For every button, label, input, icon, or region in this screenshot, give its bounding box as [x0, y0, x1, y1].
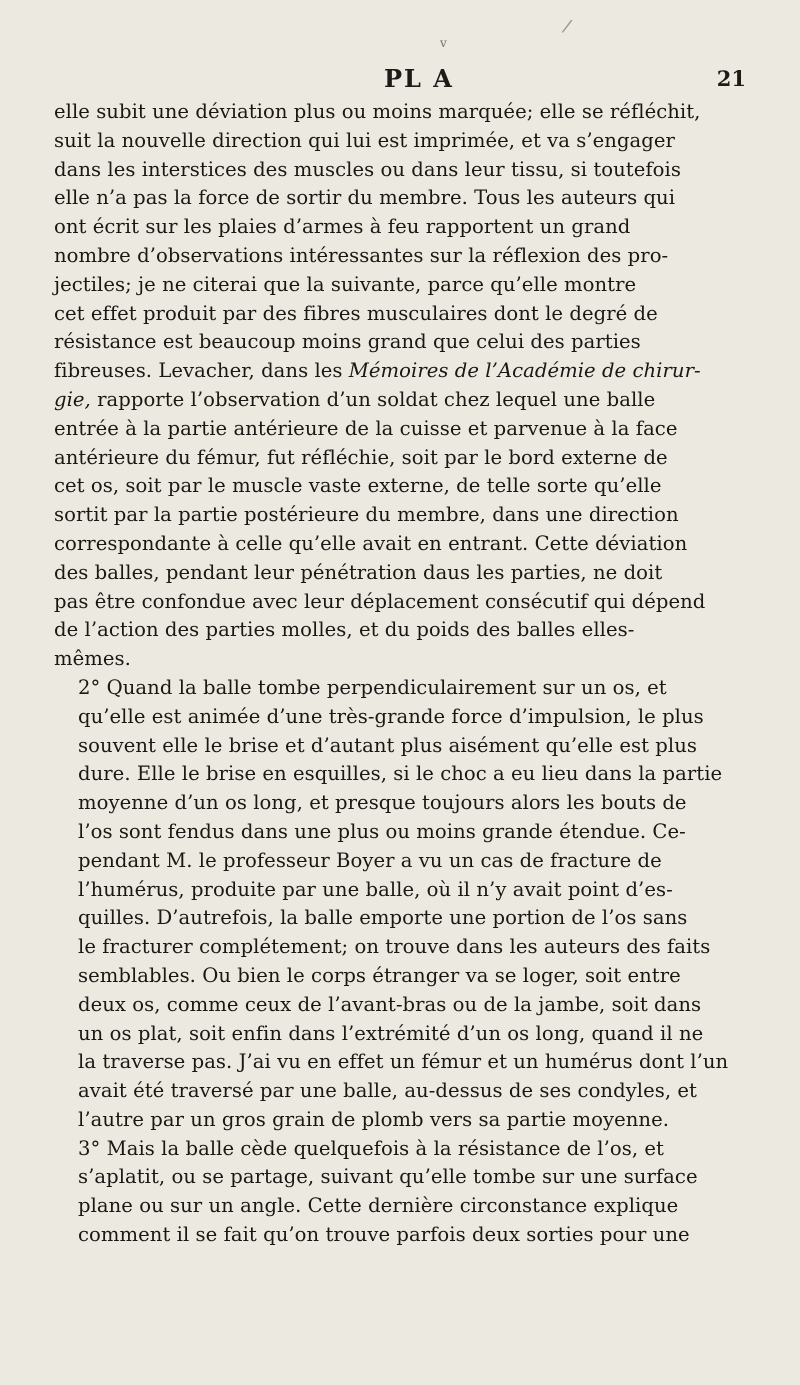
text-line — [54, 357, 768, 386]
paragraph-1 — [54, 98, 768, 674]
text-line: s’aplatit, ou se partage, suivant qu’elle tombe sur une surface — [78, 1165, 698, 1189]
text-line: souvent elle le brise et d’autant plus aisément qu’elle est plus — [78, 733, 697, 757]
text-line: un os plat, soit enfin dans l’extrémité d’un os long, quand il ne — [78, 1021, 704, 1045]
text-line: dure. Elle le brise en esquilles, si le choc a eu lieu dans la partie — [78, 762, 723, 786]
text-line: 2° Quand la balle tombe perpendiculairement sur un os, et — [78, 675, 667, 699]
margin-mark-small: v — [440, 36, 447, 50]
running-title: PL A — [384, 64, 454, 93]
text-line: pendant M. le professeur Boyer a vu un cas de fracture de — [78, 848, 662, 872]
text-line: l’humérus, produite par une balle, où il n’y avait point d’es- — [78, 877, 673, 901]
text-line: 3° Mais la balle cède quelquefois à la résistance de l’os, et — [78, 1136, 664, 1160]
text-line — [54, 386, 768, 415]
text-line-part: fibreuses. Levacher, dans les — [54, 359, 349, 383]
text-line: pas être confondue avec leur déplacement consécutif qui dépend — [54, 589, 706, 613]
text-line: dans les interstices des muscles ou dans leur tissu, si toutefois — [54, 157, 681, 181]
text-line: jectiles; je ne citerai que la suivante, parce qu’elle montre — [54, 272, 637, 296]
text-line: cet effet produit par des fibres musculaires dont le degré de — [54, 301, 658, 325]
text-line: elle subit une déviation plus ou moins marquée; elle se réfléchit, — [54, 100, 701, 123]
text-line: entrée à la partie antérieure de la cuisse et parvenue à la face — [54, 416, 678, 440]
text-line: elle n’a pas la force de sortir du membre. Tous les auteurs qui — [54, 186, 676, 210]
text-line: résistance est beaucoup moins grand que celui des parties — [54, 330, 641, 354]
text-line: semblables. Ou bien le corps étranger va se loger, soit entre — [78, 963, 681, 987]
text-line: la traverse pas. J’ai vu en effet un fémur et un humérus dont l’un — [78, 1050, 729, 1074]
text-line: qu’elle est animée d’une très-grande force d’impulsion, le plus — [78, 704, 704, 728]
text-line: suit la nouvelle direction qui lui est imprimée, et va s’engager — [54, 128, 675, 152]
text-line: ont écrit sur les plaies d’armes à feu rapportent un grand — [54, 215, 631, 239]
text-line: avait été traversé par une balle, au-dessus de ses condyles, et — [78, 1079, 697, 1103]
text-line: moyenne d’un os long, et presque toujours alors les bouts de — [78, 791, 687, 815]
paragraph-2 — [54, 674, 768, 1135]
text-line-part: rapporte l’observation d’un soldat chez lequel une balle — [90, 387, 656, 411]
text-line: antérieure du fémur, fut réfléchie, soit par le bord externe de — [54, 445, 668, 469]
page-number: 21 — [716, 66, 746, 91]
text-line: mêmes. — [54, 647, 131, 671]
paragraph-3 — [54, 1135, 768, 1250]
text-line: sortit par la partie postérieure du membre, dans une direction — [54, 503, 679, 527]
text-line: le fracturer complétement; on trouve dans les auteurs des faits — [78, 935, 711, 959]
text-line: cet os, soit par le muscle vaste externe, de telle sorte qu’elle — [54, 474, 662, 498]
text-line: l’os sont fendus dans une plus ou moins grande étendue. Ce- — [78, 819, 686, 843]
margin-mark: / — [560, 15, 574, 38]
text-line: deux os, comme ceux de l’avant-bras ou de la jambe, soit dans — [78, 992, 702, 1016]
book-title-italic-end: gie, — [54, 387, 91, 411]
text-line: l’autre par un gros grain de plomb vers sa partie moyenne. — [78, 1107, 669, 1131]
text-line: comment il se fait qu’on trouve parfois deux sorties pour une — [78, 1223, 690, 1247]
text-line: des balles, pendant leur pénétration daus les parties, ne doit — [54, 560, 663, 584]
book-title-italic: Mémoires de l’Académie de chirur- — [348, 359, 701, 383]
page-header — [54, 64, 754, 94]
text-line: plane ou sur un angle. Cette dernière circonstance explique — [78, 1194, 679, 1218]
text-line: nombre d’observations intéressantes sur la réflexion des pro- — [54, 243, 669, 267]
text-line: correspondante à celle qu’elle avait en entrant. Cette déviation — [54, 531, 688, 555]
text-line: quilles. D’autrefois, la balle emporte une portion de l’os sans — [78, 906, 688, 930]
text-line: de l’action des parties molles, et du poids des balles elles- — [54, 618, 635, 642]
body-text — [54, 98, 768, 1250]
